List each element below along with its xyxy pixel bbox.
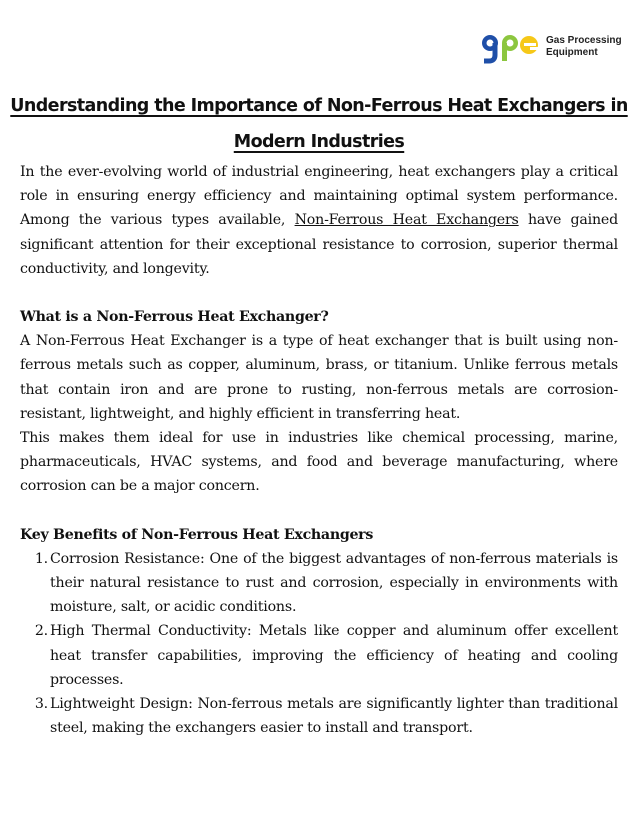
intro-text-after: have gained significant attention for their exceptional resistance to corrosion, superior thermal conductivity, and longevity. — [20, 212, 618, 277]
logo-text — [546, 35, 622, 59]
industries-paragraph: This makes them ideal for use in industries like chemical processing, marine, pharmaceuticals, HVAC systems, and food and beverage manufacturing, where corrosion can be a major concern. — [20, 430, 618, 495]
non-ferrous-link[interactable]: Non-Ferrous Heat Exchangers — [294, 212, 519, 229]
list-item-number: 2. — [34, 623, 48, 640]
list-item-number: 3. — [34, 696, 48, 713]
article-body — [20, 160, 618, 740]
section-heading-key-benefits: Key Benefits of Non-Ferrous Heat Exchangers — [20, 526, 374, 543]
definition-paragraph: A Non-Ferrous Heat Exchanger is a type of heat exchanger that is built using non-ferrous metals such as copper, aluminum, brass, or titanium. Unlike ferrous metals that contain iron and are prone to rusting, non-ferrous metals are corrosion-resistant, lightweight, and highly efficient in transferring heat. — [20, 333, 618, 422]
intro-text-before: In the ever-evolving world of industrial engineering, heat exchangers play a critical role in ensuring energy efficiency and maintaining optimal system performance. Among the various types available, — [20, 164, 618, 229]
company-logo — [480, 30, 622, 64]
list-item-text: High Thermal Conductivity: Metals like copper and aluminum offer excellent heat transfer capabilities, improving the efficiency of heating and cooling processes. — [50, 623, 618, 688]
logo-line-2: Equipment — [546, 47, 598, 58]
gpe-logo-mark — [480, 30, 540, 64]
list-item-text: Corrosion Resistance: One of the biggest advantages of non-ferrous materials is their natural resistance to rust and corrosion, especially in environments with moisture, salt, or acidic conditions. — [50, 550, 618, 616]
list-item-text: Lightweight Design: Non-ferrous metals are significantly lighter than traditional steel, making the exchangers easier to install and transport. — [50, 696, 618, 737]
benefits-list — [20, 547, 618, 741]
intro-paragraph — [20, 160, 618, 281]
logo-line-1: Gas Processing — [546, 35, 622, 46]
list-item — [20, 547, 618, 620]
list-item — [20, 619, 618, 692]
list-item-number: 1. — [34, 550, 48, 567]
section-heading-what-is: What is a Non-Ferrous Heat Exchanger? — [20, 309, 329, 326]
page-title: Understanding the Importance of Non-Ferrous Heat Exchangers in Modern Industries — [10, 96, 628, 152]
list-item — [20, 692, 618, 740]
